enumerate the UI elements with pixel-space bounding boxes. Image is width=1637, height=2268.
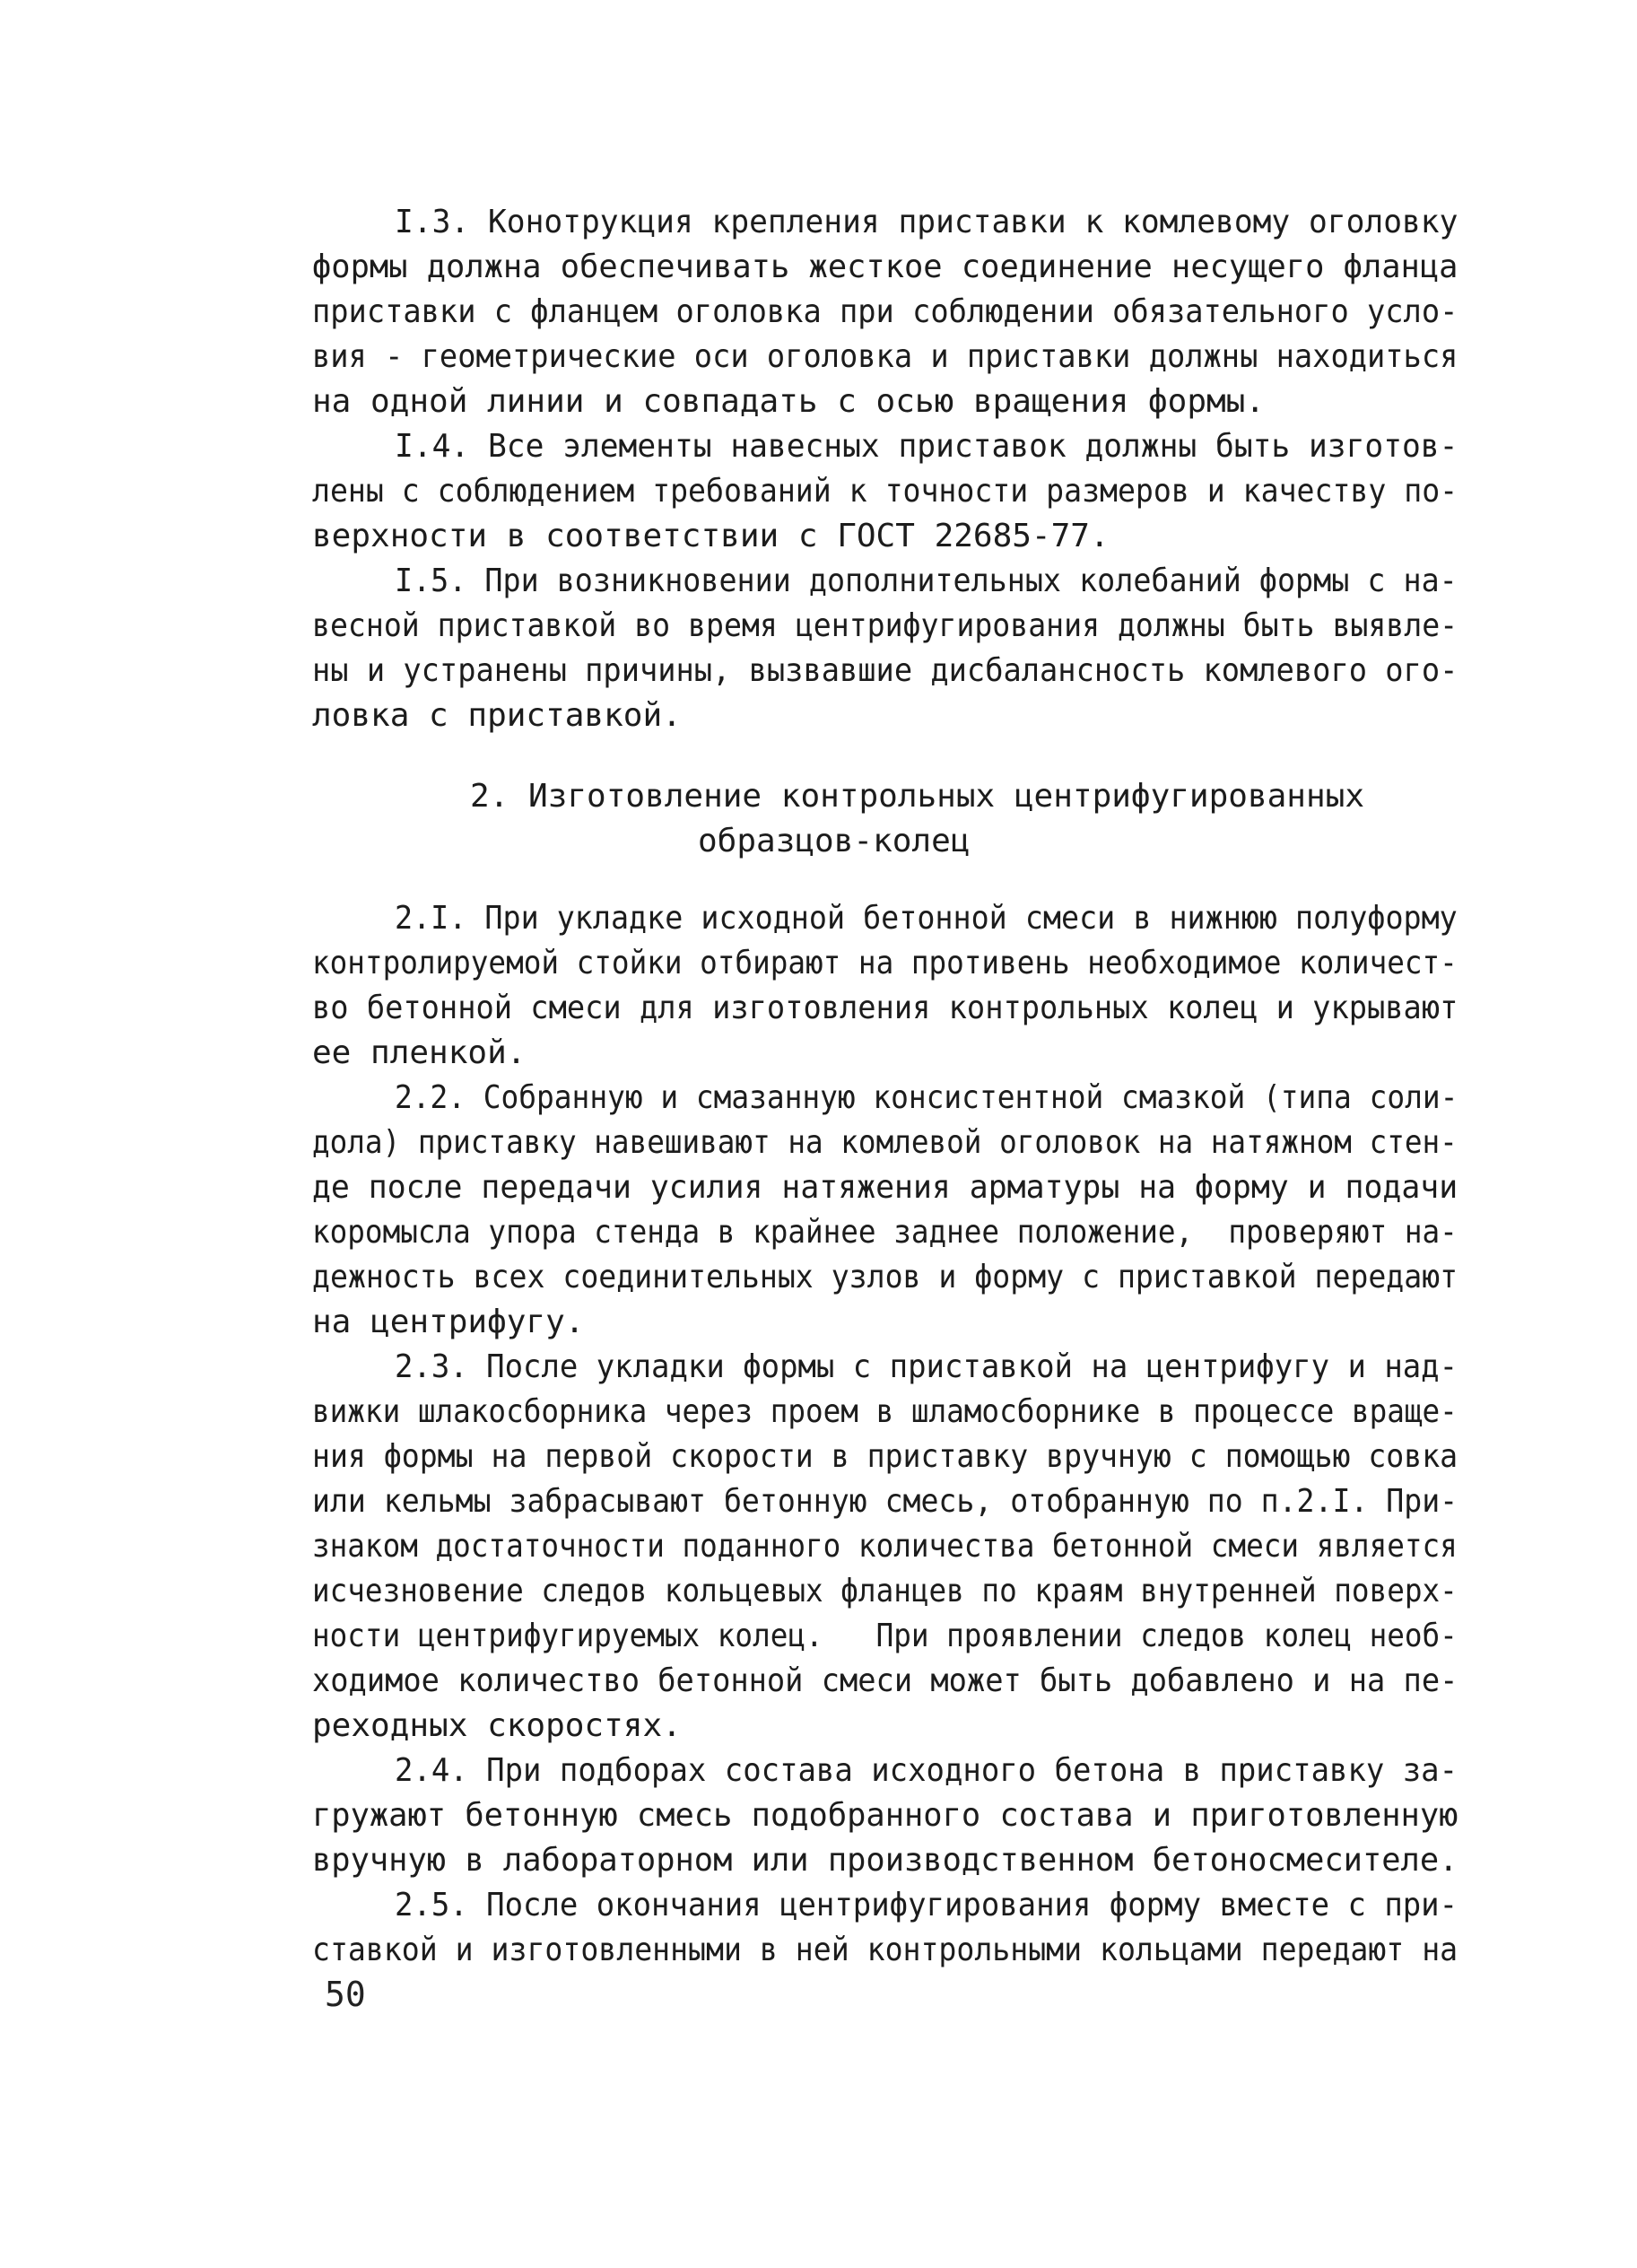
text-line: знаком достаточности поданного количества бетонной смеси является [312, 1528, 1458, 1565]
text-line: приставки с фланцем оголовка при соблюдении обязательного усло- [312, 293, 1458, 330]
text-line: вия - геометрические оси оголовка и приставки должны находиться [312, 338, 1458, 375]
text-line: контролируемой стойки отбирают на противень необходимое количест- [312, 945, 1458, 981]
text-line: исчезновение следов кольцевых фланцев по краям внутренней поверх- [312, 1573, 1458, 1609]
text-line: дежность всех соединительных узлов и форму с приставкой передают [312, 1259, 1458, 1295]
text-line: коромысла упора стенда в крайнее заднее положение, проверяют на- [312, 1214, 1458, 1251]
text-line: реходных скоростях. [312, 1707, 682, 1744]
text-line: во бетонной смеси для изготовления контрольных колец и укрывают [312, 990, 1458, 1026]
text-line: I.3. Конотрукция крепления приставки к комлевому оголовку [395, 204, 1458, 240]
text-line: ее пленкой. [312, 1034, 527, 1071]
text-line: 2.5. После окончания центрифугирования форму вместе с при- [395, 1887, 1458, 1923]
section-heading-line-2: образцов-колец [698, 823, 971, 859]
text-line: верхности в соответствии с ГОСТ 22685-77. [312, 518, 1110, 554]
text-line: ны и устранены причины, вызвавшие дисбалансность комлевого ого- [312, 652, 1458, 689]
text-line: 2.4. При подборах состава исходного бетона в приставку за- [395, 1752, 1458, 1789]
text-line: ния формы на первой скорости в приставку вручную с помощью совка [312, 1438, 1458, 1475]
text-line: гружают бетонную смесь подобранного состава и приготовленную [312, 1797, 1458, 1834]
text-line: ловка с приставкой. [312, 697, 682, 734]
text-line: на одной линии и совпадать с осью вращения формы. [312, 383, 1266, 420]
text-line: дола) приставку навешивают на комлевой оголовок на натяжном стен- [312, 1124, 1458, 1161]
text-line: весной приставкой во время центрифугирования должны быть выявле- [312, 607, 1458, 644]
text-line: вручную в лабораторном или производственном бетоносмесителе. [312, 1842, 1458, 1879]
text-line: ходимое количество бетонной смеси может быть добавлено и на пе- [312, 1662, 1458, 1699]
text-line: ставкой и изготовленными в ней контрольными кольцами передают на [312, 1932, 1458, 1968]
text-line: или кельмы забрасывают бетонную смесь, отобранную по п.2.I. При- [312, 1483, 1458, 1520]
text-line: I.4. Все элементы навесных приставок должны быть изготов- [395, 428, 1458, 465]
section-heading-line-1: 2. Изготовление контрольных центрифугированных [470, 778, 1364, 815]
text-line: 2.3. После укладки формы с приставкой на центрифугу и над- [395, 1348, 1458, 1385]
text-line: формы должна обеспечивать жесткое соединение несущего фланца [312, 249, 1458, 285]
text-line: вижки шлакосборника через проем в шламосборнике в процессе враще- [312, 1393, 1458, 1430]
text-line: лены с соблюдением требований к точности размеров и качеству по- [312, 473, 1458, 510]
text-line: ности центрифугируемых колец. При проявлении следов колец необ- [312, 1618, 1458, 1654]
text-line: I.5. При возникновении дополнительных колебаний формы с на- [395, 563, 1458, 599]
text-line: де после передачи усилия натяжения арматуры на форму и подачи [312, 1169, 1458, 1206]
text-line: на центрифугу. [312, 1304, 585, 1340]
text-line: 2.2. Собранную и смазанную консистентной смазкой (типа соли- [395, 1079, 1458, 1116]
text-line: 2.I. При укладке исходной бетонной смеси в нижнюю полуформу [395, 900, 1458, 937]
page-number: 50 [325, 1975, 366, 2014]
